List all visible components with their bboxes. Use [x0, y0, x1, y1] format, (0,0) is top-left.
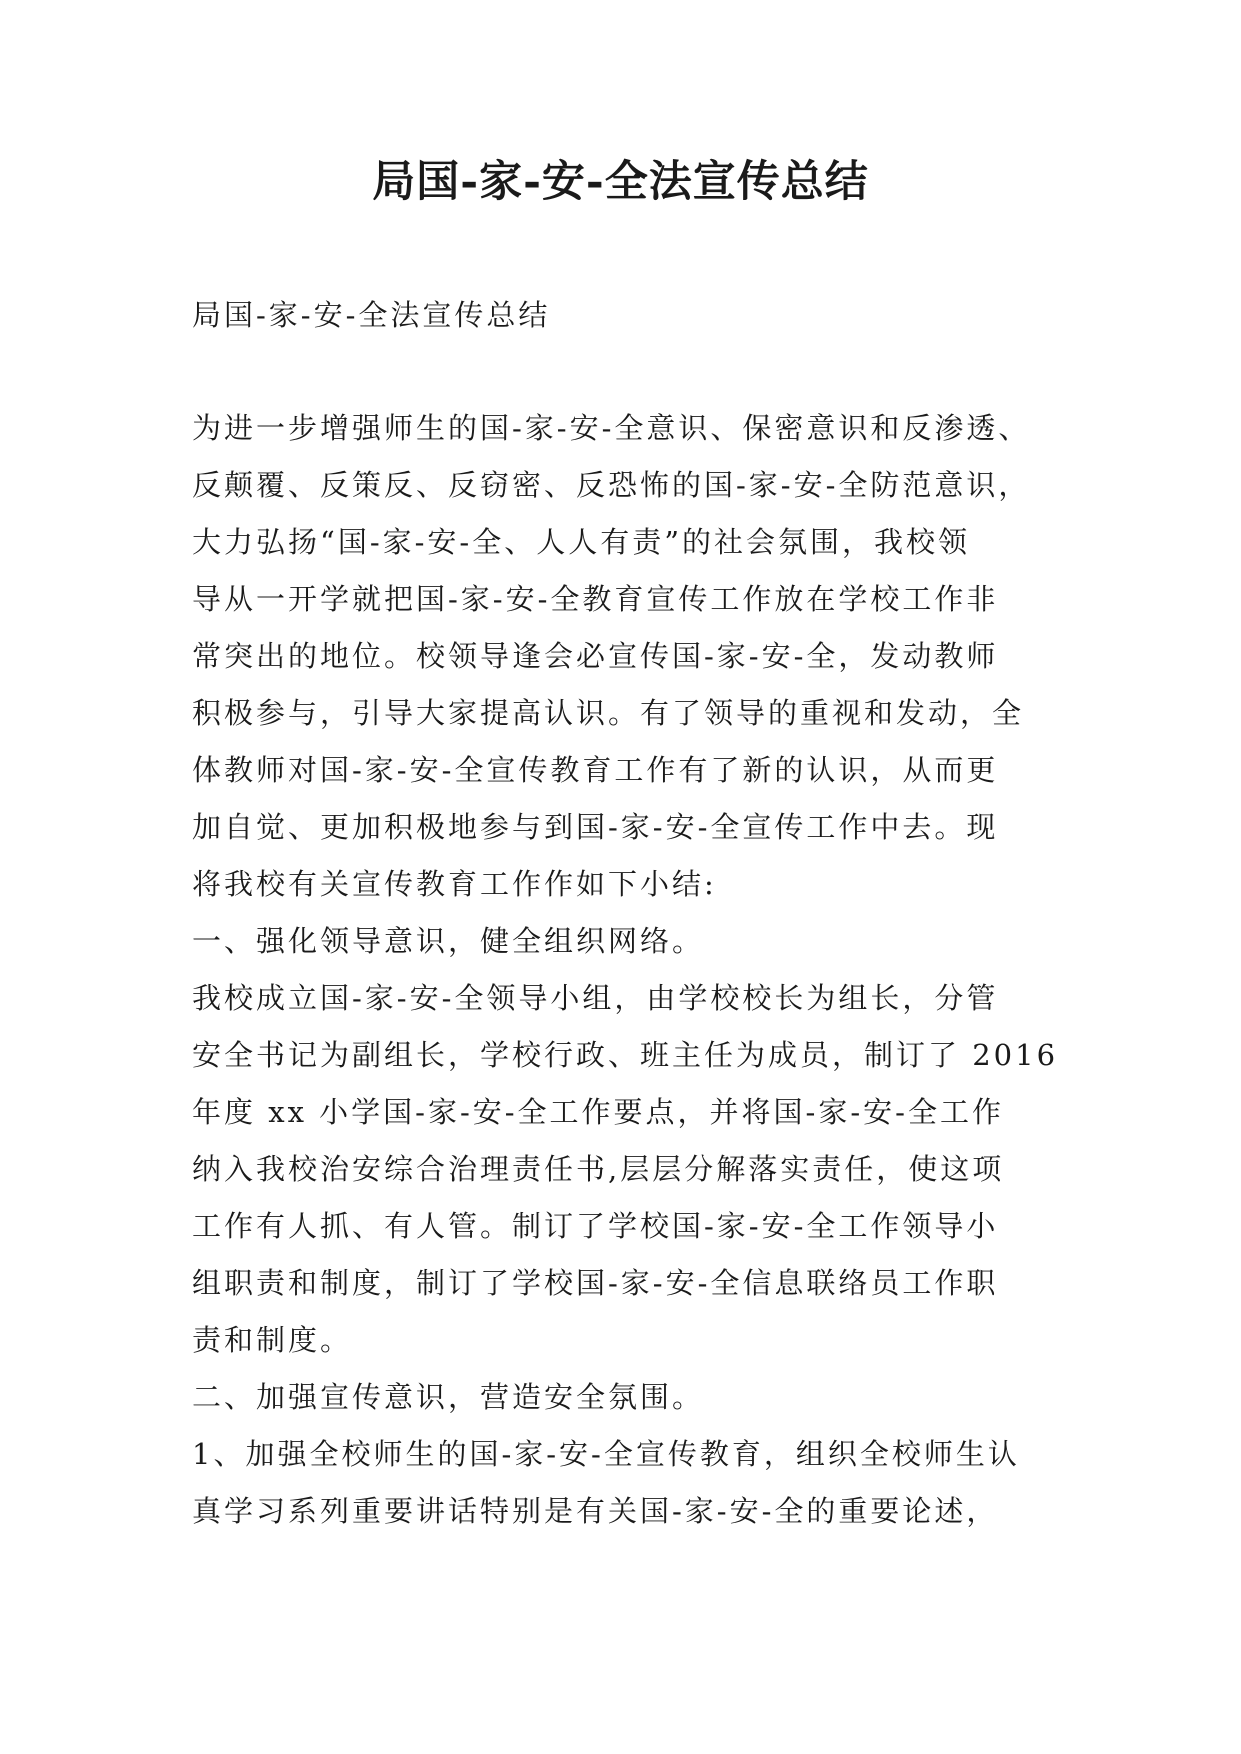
text-line: 导从一开学就把国-家-安-全教育宣传工作放在学校工作非	[192, 582, 999, 616]
text-line: 常突出的地位。校领导逢会必宣传国-家-安-全，发动教师	[192, 639, 999, 673]
text-line: 1、加强全校师生的国-家-安-全宣传教育，组织全校师生认	[192, 1437, 1020, 1471]
text-line: 为进一步增强师生的国-家-安-全意识、保密意识和反渗透、	[192, 411, 1031, 445]
document-subtitle: 局国-家-安-全法宣传总结	[192, 298, 551, 332]
text-line: 责和制度。	[192, 1323, 353, 1357]
document-title: 局国-家-安-全法宣传总结	[372, 157, 869, 207]
text-line: 我校成立国-家-安-全领导小组，由学校校长为组长，分管	[192, 981, 999, 1015]
text-line: 真学习系列重要讲话特别是有关国-家-安-全的重要论述，	[192, 1494, 999, 1528]
text-line: 体教师对国-家-安-全宣传教育工作有了新的认识，从而更	[192, 753, 999, 787]
section-heading-1: 一、强化领导意识，健全组织网络。	[192, 924, 705, 958]
text-line: 组职责和制度，制订了学校国-家-安-全信息联络员工作职	[192, 1266, 999, 1300]
text-line: 安全书记为副组长，学校行政、班主任为成员，制订了 2016	[192, 1038, 1059, 1072]
text-line: 纳入我校治安综合治理责任书,层层分解落实责任，使这项	[192, 1152, 1005, 1186]
text-line: 积极参与，引导大家提高认识。有了领导的重视和发动，全	[192, 696, 1025, 730]
text-line: 加自觉、更加积极地参与到国-家-安-全宣传工作中去。现	[192, 810, 999, 844]
section-heading-2: 二、加强宣传意识，营造安全氛围。	[192, 1380, 705, 1414]
text-line: 将我校有关宣传教育工作作如下小结:	[192, 867, 717, 901]
text-line: 大力弘扬“国-家-安-全、人人有责”的社会氛围，我校领	[192, 525, 971, 559]
text-line: 反颠覆、反策反、反窃密、反恐怖的国-家-安-全防范意识，	[192, 468, 1031, 502]
text-line: 年度 xx 小学国-家-安-全工作要点，并将国-家-安-全工作	[192, 1095, 1004, 1129]
text-line: 工作有人抓、有人管。制订了学校国-家-安-全工作领导小	[192, 1209, 999, 1243]
document-body	[192, 287, 1072, 1540]
